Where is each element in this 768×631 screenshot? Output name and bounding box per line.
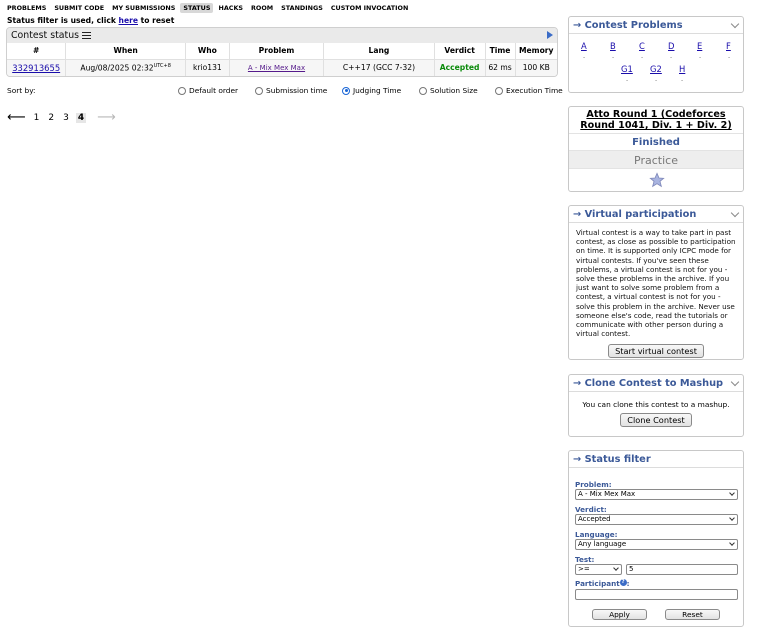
language-filter-label: Language:: [575, 530, 618, 539]
list-icon[interactable]: [82, 32, 91, 39]
chevron-down-icon: [729, 490, 735, 496]
filter-note-suffix: to reset: [138, 16, 175, 25]
radio-icon[interactable]: [178, 87, 186, 95]
help-icon[interactable]: ?: [621, 579, 625, 585]
problem-letter-g2[interactable]: G2: [650, 64, 662, 74]
filter-note-prefix: Status filter is used, click: [7, 16, 119, 25]
problem-letter-g1[interactable]: G1: [621, 64, 633, 74]
nav-status[interactable]: STATUS: [180, 3, 213, 13]
radio-icon[interactable]: [495, 87, 503, 95]
participant-label-text: Participant: [575, 579, 620, 588]
nav-custom-invocation[interactable]: CUSTOM INVOCATION: [330, 3, 409, 12]
virtual-participation-header[interactable]: [569, 206, 743, 223]
col-header-lang: Lang: [324, 43, 434, 59]
status-filter-title: → Status filter: [573, 453, 651, 465]
page-4-current: 4: [77, 112, 85, 123]
contest-status-header: [7, 28, 557, 43]
cell-id: [7, 59, 66, 76]
dot-marker: -: [681, 77, 684, 84]
nav-room[interactable]: ROOM: [251, 3, 274, 12]
problem-letter-f[interactable]: F: [726, 41, 731, 51]
dot-marker: -: [612, 54, 615, 61]
language-select-value: Any language: [578, 540, 627, 548]
cell-lang: C++17 (GCC 7-32): [324, 59, 434, 76]
status-table-header-row: [7, 43, 557, 59]
col-header-problem: Problem: [229, 43, 323, 59]
timezone-label: UTC+8: [153, 62, 171, 69]
col-header-memory: Memory: [515, 43, 557, 59]
page-1[interactable]: 1: [33, 112, 40, 123]
cell-who[interactable]: krio131: [185, 59, 229, 76]
chevron-down-icon: [729, 540, 735, 546]
radio-icon[interactable]: [255, 87, 263, 95]
sort-option-solution-size[interactable]: [419, 86, 478, 95]
contest-phase: Finished: [569, 133, 743, 150]
problem-filter-label: Problem:: [575, 480, 612, 489]
nav-hacks[interactable]: HACKS: [218, 3, 244, 12]
dot-marker: -: [641, 54, 644, 61]
clone-button-row: [569, 413, 743, 427]
radio-selected-icon[interactable]: [342, 87, 350, 95]
col-header-id: #: [7, 43, 66, 59]
sort-option-label: Solution Size: [430, 86, 478, 95]
virtual-participation-title: → Virtual participation: [573, 208, 697, 220]
sort-option-label: Default order: [189, 86, 239, 95]
cell-verdict: [434, 59, 485, 76]
test-operator-value: >=: [578, 565, 590, 573]
problem-letters: [569, 34, 743, 86]
sort-option-execution-time[interactable]: [495, 86, 563, 95]
status-filter-header[interactable]: [569, 451, 743, 468]
contest-status-panel: [6, 27, 558, 77]
sort-label: Sort by:: [7, 86, 36, 95]
problem-letter-c[interactable]: C: [639, 41, 645, 51]
dot-marker: -: [670, 54, 673, 61]
virtual-participation-text: Virtual contest is a way to take part in past contest, as close as possible to participation on time. It is supported only ICPC mode for virtual contests. If you've seen these problems, a virtual contest is not for you - solve these problems in the archive. If you just want to solve some problem from a contest, a virtual contest is not for you - solve this problem in the archive. Never use someone else's code, read the tutorials or communicate with other person during a virtual contest.: [576, 228, 736, 339]
nav-standings[interactable]: STANDINGS: [281, 3, 323, 12]
sort-option-submission-time[interactable]: [255, 86, 327, 95]
sort-option-label: Submission time: [266, 86, 328, 95]
virtual-button-row: [569, 344, 743, 358]
contest-status-title: Contest status: [11, 30, 80, 41]
contest-problems-box: [568, 16, 744, 93]
clone-contest-title: → Clone Contest to Mashup: [573, 377, 724, 389]
star-row: [569, 169, 743, 193]
dot-marker: -: [626, 77, 629, 84]
problem-letter-d[interactable]: D: [668, 41, 675, 51]
dot-marker: -: [699, 54, 702, 61]
nav-problems[interactable]: PROBLEMS: [7, 3, 47, 12]
problem-letter-h[interactable]: H: [679, 64, 686, 74]
top-nav: [4, 2, 413, 13]
cell-when: [66, 59, 186, 76]
test-operator-select[interactable]: [575, 564, 622, 575]
col-header-verdict: Verdict: [434, 43, 485, 59]
sort-option-judging-time[interactable]: [342, 86, 401, 95]
start-virtual-contest-button[interactable]: Start virtual contest: [608, 344, 704, 358]
col-header-time: Time: [485, 43, 515, 59]
chevron-down-icon[interactable]: [731, 209, 739, 217]
clone-contest-text: You can clone this contest to a mashup.: [582, 400, 730, 409]
sort-option-label: Judging Time: [353, 86, 402, 95]
dot-marker: -: [655, 77, 658, 84]
verdict-filter-label: Verdict:: [575, 505, 607, 514]
virtual-participation-box: [568, 205, 744, 360]
clone-contest-header[interactable]: [569, 375, 743, 392]
chevron-down-icon: [613, 565, 619, 571]
contest-info-box: [568, 106, 744, 192]
page-2[interactable]: 2: [48, 112, 55, 123]
status-filter-box: [568, 450, 744, 627]
contest-mode: Practice: [569, 150, 743, 169]
verdict-accepted: Accepted: [439, 63, 480, 73]
nav-submit-code[interactable]: SUBMIT CODE: [54, 3, 105, 12]
verdict-select-value: Accepted: [578, 515, 611, 523]
chevron-down-icon[interactable]: [731, 378, 739, 386]
clone-contest-box: [568, 374, 744, 437]
status-table: [7, 43, 557, 76]
participant-input[interactable]: [575, 589, 738, 600]
test-number-input[interactable]: 5: [626, 564, 738, 575]
play-arrow-icon[interactable]: [547, 31, 553, 39]
participant-filter-label: Participant ? :: [575, 579, 630, 588]
chevron-down-icon: [729, 515, 735, 521]
dot-marker: -: [583, 54, 586, 61]
problem-select[interactable]: [575, 489, 738, 500]
radio-icon[interactable]: [419, 87, 427, 95]
page-3[interactable]: 3: [63, 112, 69, 123]
status-filter-note: [7, 16, 174, 25]
sort-option-label: Execution Time: [506, 86, 563, 95]
star-icon[interactable]: [649, 172, 665, 188]
submission-when: Aug/08/2025 02:32: [80, 63, 154, 73]
submission-id-link[interactable]: 332913655: [12, 62, 61, 73]
test-filter-label: Test:: [575, 555, 595, 564]
col-header-when: When: [66, 43, 186, 59]
cell-time: 62 ms: [485, 59, 515, 76]
pagination: [7, 111, 122, 124]
cell-problem: [229, 59, 323, 76]
problem-letter-b[interactable]: B: [610, 41, 616, 51]
contest-problems-title: → Contest Problems: [573, 19, 683, 31]
language-select[interactable]: [575, 539, 738, 550]
verdict-select[interactable]: [575, 514, 738, 525]
next-page-arrow-icon: ⟶: [97, 110, 116, 125]
clone-contest-button[interactable]: Clone Contest: [620, 413, 691, 427]
sort-option-default[interactable]: [178, 86, 238, 95]
problem-letter-e[interactable]: E: [697, 41, 703, 51]
problem-link[interactable]: A - Mix Mex Max: [247, 64, 306, 73]
dot-marker: -: [728, 54, 731, 61]
nav-my-submissions[interactable]: MY SUBMISSIONS: [112, 3, 176, 12]
prev-page-arrow-icon[interactable]: ⟵: [7, 110, 26, 125]
reset-filter-button[interactable]: Reset: [665, 609, 720, 620]
problem-letter-a[interactable]: A: [581, 41, 587, 51]
cell-memory: 100 KB: [515, 59, 557, 76]
table-row: [7, 59, 557, 76]
contest-name-link[interactable]: Atto Round 1 (Codeforces Round 1041, Div. 1 + Div. 2): [580, 109, 732, 131]
apply-filter-button[interactable]: Apply: [592, 609, 647, 620]
reset-filter-link[interactable]: here: [118, 16, 138, 25]
sort-bar: [6, 86, 562, 98]
col-header-who: Who: [185, 43, 229, 59]
contest-problems-header[interactable]: [569, 17, 743, 34]
chevron-down-icon[interactable]: [731, 20, 739, 28]
problem-select-value: A - Mix Mex Max: [578, 490, 636, 498]
